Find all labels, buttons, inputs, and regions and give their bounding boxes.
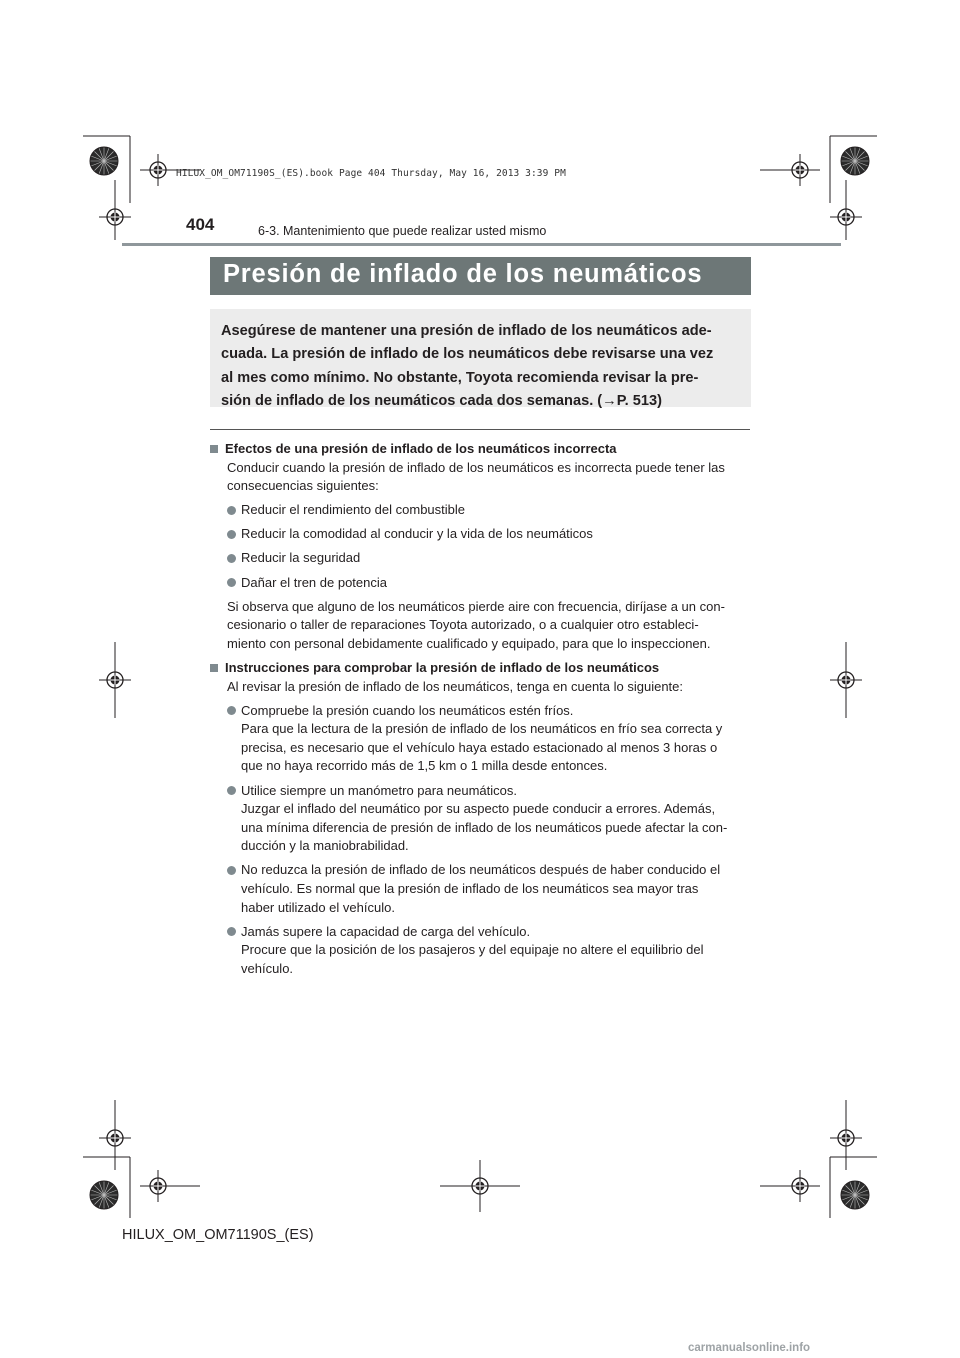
paragraph-line: Conducir cuando la presión de inflado de los neumáticos es incorrecta puede tener las [227,459,725,475]
list-item [227,782,751,856]
list-item-line: No reduzca la presión de inflado de los neumáticos después de haber conducido el [241,862,721,878]
list-item [227,501,751,520]
list-item-line: ducción y la maniobrabilidad. [241,838,409,854]
list-item-line: vehículo. [241,960,294,976]
list-item-line: Juzgar el inflado del neumático por su aspecto puede conducir a errores. Además, [241,801,716,817]
list-item-text [241,501,751,520]
circle-bullet-icon [227,786,236,795]
print-meta-line: HILUX_OM_OM71190S_(ES).book Page 404 Thursday, May 16, 2013 3:39 PM [176,168,566,179]
paragraph-line: consecuencias siguientes: [227,478,379,494]
list-item-line: Compruebe la presión cuando los neumáticos estén fríos. [241,702,574,718]
square-bullet-icon [210,445,218,453]
intro-line: cuada. La presión de inflado de los neumáticos debe revisarse una vez [221,346,714,363]
content-body [210,440,751,978]
circle-bullet-icon [227,866,236,875]
list-item [227,525,751,544]
list-item-line: Reducir la comodidad al conducir y la vida de los neumáticos [241,526,593,542]
section-paragraph [227,459,751,496]
header-rule [122,243,841,246]
list-item-line: Reducir la seguridad [241,550,361,566]
list-item-line: Dañar el tren de potencia [241,574,387,590]
list-item [227,702,751,776]
list-item [227,574,751,593]
section-heading-text: Instrucciones para comprobar la presión de inflado de los neumáticos [225,659,660,675]
paragraph-line: Si observa que alguno de los neumáticos pierde aire con frecuencia, diríjase a un con- [227,598,725,614]
circle-bullet-icon [227,706,236,715]
section-paragraph [227,678,751,697]
list-item-text [241,782,751,856]
list-item-line: Reducir el rendimiento del combustible [241,502,466,518]
paragraph-line: cesionario o taller de reparaciones Toyota autorizado, o a cualquier otro estableci- [227,617,699,633]
section-title: 6-3. Mantenimiento que puede realizar usted mismo [258,224,547,238]
list-item-line: vehículo. Es normal que la presión de inflado de los neumáticos sea mayor tras [241,880,699,896]
list-item-line: Utilice siempre un manómetro para neumáticos. [241,782,518,798]
list-item-line: que no haya recorrido más de 1,5 km o 1 milla desde entonces. [241,758,608,774]
circle-bullet-icon [227,506,236,515]
circle-bullet-icon [227,578,236,587]
list-item-text [241,549,751,568]
intro-line: al mes como mínimo. No obstante, Toyota recomienda revisar la pre- [221,369,699,386]
paragraph-line: Al revisar la presión de inflado de los neumáticos, tenga en cuenta lo siguiente: [227,678,684,694]
divider [210,429,750,430]
page-number: 404 [186,215,215,234]
list-item-text [241,525,751,544]
section-heading [210,659,751,678]
list-item-line: Para que la lectura de la presión de inflado de los neumáticos en frío sea correcta y [241,721,723,737]
list-item [227,861,751,917]
page-title: Presión de inflado de los neumáticos [210,257,751,295]
list-item-text [241,574,751,593]
circle-bullet-icon [227,530,236,539]
list-item-line: precisa, es necesario que el vehículo haya estado estacionado al menos 3 horas o [241,739,718,755]
list-item [227,549,751,568]
list-item-text [241,861,751,917]
section-heading [210,440,751,459]
list-item-line: Procure que la posición de los pasajeros y del equipaje no altere el equilibrio del [241,942,704,958]
section-heading-text: Efectos de una presión de inflado de los neumáticos incorrecta [225,441,617,456]
paragraph-line: miento con personal debidamente cualificado y equipado, para que lo inspeccionen. [227,635,711,651]
intro-box [210,309,751,407]
circle-bullet-icon [227,927,236,936]
list-item-line: Jamás supere la capacidad de carga del vehículo. [241,923,531,939]
list-item-line: haber utilizado el vehículo. [241,899,395,915]
intro-line: Asegúrese de mantener una presión de inflado de los neumáticos ade- [221,323,712,339]
footer-code: HILUX_OM_OM71190S_(ES) [122,1227,314,1243]
list-item-line: una mínima diferencia de presión de inflado de los neumáticos puede afectar la con- [241,819,728,835]
section-paragraph [227,598,751,654]
list-item-text [241,923,751,979]
list-item-text [241,702,751,776]
list-item [227,923,751,979]
intro-line: sión de inflado de los neumáticos cada dos semanas. (→P. 513) [221,392,662,409]
circle-bullet-icon [227,554,236,563]
watermark: carmanualsonline.info [688,1342,811,1354]
square-bullet-icon [210,664,218,672]
